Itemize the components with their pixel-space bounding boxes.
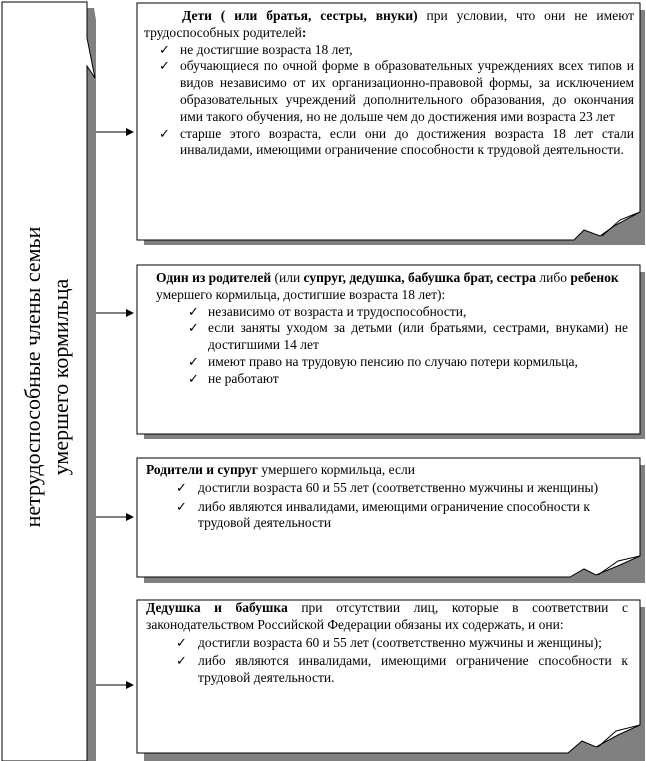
card-parents-spouse: [134, 455, 646, 583]
list-item-text: либо являются инвалидами, имеющими ограничение способности к трудовой деятельности.: [198, 653, 628, 686]
card-children-intro: [144, 8, 634, 42]
card-children-intro-bold: Дети ( или братья, сестры, внуки): [182, 8, 418, 23]
card-children-intro-text: при условии, что они не имеют трудоспособных родителей: [144, 8, 634, 40]
list-item: [146, 653, 628, 687]
side-label: [20, 226, 73, 528]
card-parents-intro-bold2: супруг, дедушка, бабушка брат, сестра: [303, 270, 536, 285]
list-item-text: либо являются инвалидами, имеющими ограничение способности к трудовой деятельности: [198, 498, 590, 531]
list-item: [156, 371, 628, 388]
check-icon: ✓: [176, 498, 187, 514]
card-parents-intro-text1: (или: [271, 270, 304, 285]
arrow-right-icon: [96, 125, 136, 139]
card-children-list: [144, 42, 634, 160]
arrow-right-icon: [96, 678, 136, 692]
list-item-text: независимо от возраста и трудоспособности,: [208, 303, 467, 319]
list-item-text: не работают: [208, 370, 279, 386]
list-item: [146, 499, 616, 533]
list-item-text: достигли возраста 60 и 55 лет (соответственно мужчины и женщины): [198, 479, 599, 495]
side-label-card: [0, 0, 100, 761]
check-icon: ✓: [188, 370, 199, 386]
check-icon: ✓: [176, 479, 187, 495]
card-parents-list: [156, 304, 628, 388]
side-label-line1: нетрудоспособные члены семьи: [20, 226, 45, 528]
card-parents-intro-text2: либо: [536, 270, 571, 285]
list-item-text: старше этого возраста, если они до достижения возраста 18 лет стали инвалидами, имеющими ограничение способности к трудовой деятельности.: [180, 125, 634, 158]
list-item: [144, 126, 634, 160]
check-icon: ✓: [176, 653, 187, 669]
card-grandparents-list: [146, 635, 628, 687]
check-icon: ✓: [176, 634, 187, 650]
list-item-text: имеют право на трудовую пенсию по случаю потери кормильца,: [208, 353, 578, 369]
card-grandparents-intro-text: при отсутствии лиц, которые в соответствии с законодательством Российской Федерации обязаны их содержать, и они:: [146, 600, 628, 632]
list-item: [156, 354, 628, 371]
card-parents-spouse-list: [146, 480, 616, 532]
card-parents-spouse-intro-text: умершего кормильца, если: [257, 462, 415, 477]
card-grandparents-intro-bold: Дедушка и бабушка: [146, 600, 288, 615]
card-grandparents-intro: [146, 600, 628, 634]
check-icon: ✓: [159, 58, 170, 74]
card-grandparents: [134, 597, 646, 761]
card-parents-intro-text3: умершего кормильца, достигшие возраста 18 лет):: [156, 286, 446, 302]
card-children: [134, 0, 646, 245]
card-parents-intro-bold3: ребенок: [570, 270, 619, 285]
card-parents-intro: [156, 270, 628, 304]
card-parents-spouse-intro-bold: Родители и супруг: [146, 462, 258, 477]
list-item-text: обучающиеся по очной форме в образовательных учреждениях всех типов и видов независимо от их организационно-правовой формы, за исключением образовательных учреждений дополнительного образования, до окончания ими такого обучения, но не дольше чем до достижения ими возраста 23 лет: [180, 58, 634, 124]
list-item-text: достигли возраста 60 и 55 лет (соответственно мужчины и женщины);: [198, 634, 602, 650]
list-item-text: не достигшие возраста 18 лет,: [180, 41, 353, 57]
side-label-line2: умершего кормильца: [48, 278, 73, 476]
check-icon: ✓: [188, 303, 199, 319]
list-item: [146, 480, 616, 497]
check-icon: ✓: [188, 320, 199, 336]
check-icon: ✓: [188, 353, 199, 369]
card-parents-intro-bold1: Один из родителей: [156, 270, 272, 285]
arrow-right-icon: [96, 306, 136, 320]
card-parents-spouse-intro: [146, 462, 616, 479]
card-parents: [134, 262, 646, 439]
list-item: [146, 635, 628, 652]
card-children-intro-end: :: [301, 24, 307, 40]
list-item-text: если заняты уходом за детьми (или братьями, сестрами, внуками) не достигшими 14 лет: [208, 320, 628, 353]
arrow-right-icon: [96, 510, 136, 524]
list-item: [156, 320, 628, 354]
list-item: [144, 58, 634, 125]
list-item: [144, 42, 634, 59]
list-item: [156, 304, 628, 321]
check-icon: ✓: [159, 41, 170, 57]
check-icon: ✓: [159, 125, 170, 141]
